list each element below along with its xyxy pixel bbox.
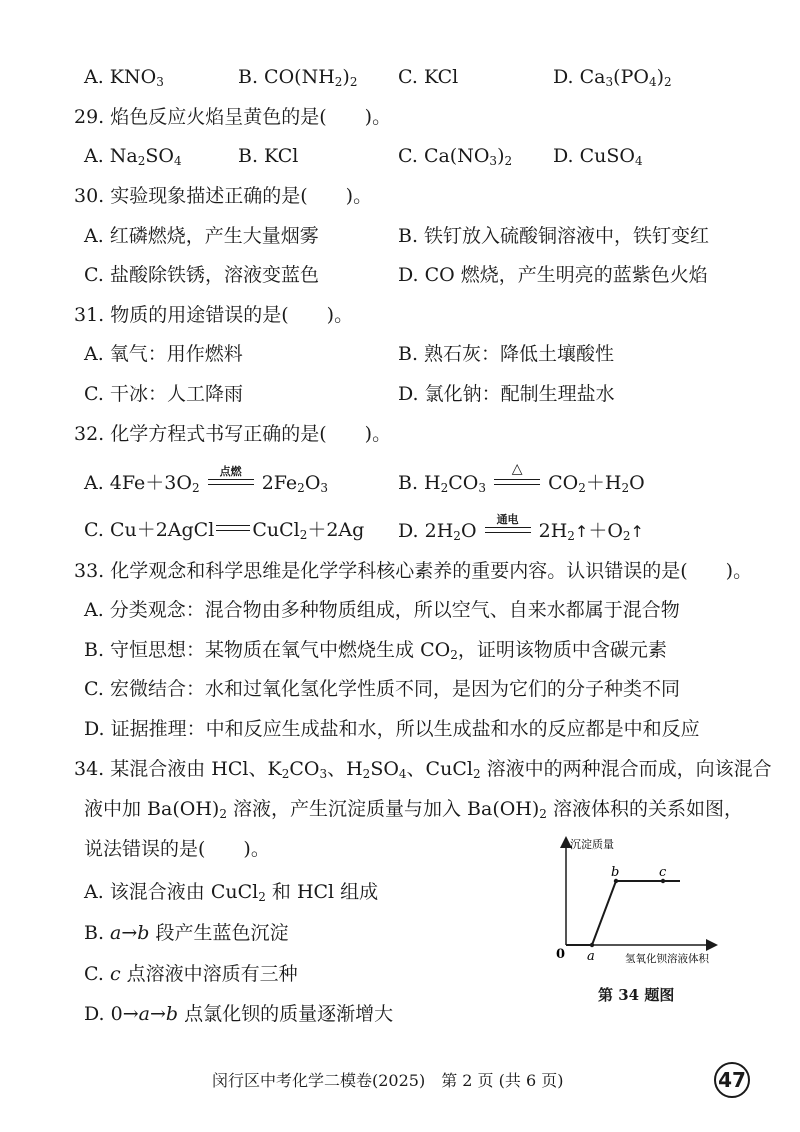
q31-option-b: B. 熟石灰：降低土壤酸性 bbox=[398, 343, 615, 365]
q30-option-c: C. 盐酸除铁锈，溶液变蓝色 bbox=[84, 264, 319, 286]
q29-option-c: C. $Ca(NO_3)_2$ bbox=[398, 145, 513, 168]
q30-option-b: B. 铁钉放入硫酸铜溶液中，铁钉变红 bbox=[398, 225, 710, 247]
q31-stem: 31. 物质的用途错误的是( )。 bbox=[74, 304, 354, 326]
gas-arrow-icon: ↑ bbox=[574, 522, 589, 541]
q31-option-a: A. 氧气：用作燃料 bbox=[84, 343, 243, 365]
q32-stem: 32. 化学方程式书写正确的是( )。 bbox=[74, 423, 392, 445]
q32-option-c: C. Cu＋2AgCl CuCl$_2$＋2Ag bbox=[84, 519, 365, 542]
q34-figure bbox=[550, 830, 730, 970]
q28-option-c: C. KCl bbox=[398, 66, 459, 88]
q28-option-b: B. $CO(NH_2)_2$ bbox=[238, 66, 358, 89]
precipitate-curve bbox=[566, 881, 680, 945]
q29-option-d: D. CuSO$_4$ bbox=[553, 145, 643, 168]
page-badge: 47 bbox=[714, 1062, 750, 1098]
point-c-label: c bbox=[659, 865, 667, 880]
origin-label: 0 bbox=[556, 947, 566, 962]
reaction-condition: △ bbox=[494, 469, 540, 489]
q29-stem: 29. 焰色反应火焰呈黄色的是( )。 bbox=[74, 106, 392, 128]
q34-stem-line3: 说法错误的是( )。 bbox=[84, 838, 270, 860]
q30-stem: 30. 实验现象描述正确的是( )。 bbox=[74, 185, 373, 207]
q32-option-b: B. $H_2CO_3$ △ $CO_2+H_2O$ bbox=[398, 461, 645, 495]
q33-option-d: D. 证据推理：中和反应生成盐和水，所以生成盐和水的反应都是中和反应 bbox=[84, 718, 700, 740]
q33-option-a: A. 分类观念：混合物由多种物质组成，所以空气、自来水都属于混合物 bbox=[84, 599, 680, 621]
q33-stem: 33. 化学观念和科学思维是化学学科核心素养的重要内容。认识错误的是( )。 bbox=[74, 560, 753, 582]
reaction-condition: 点燃 bbox=[208, 469, 254, 489]
gas-arrow-icon: ↑ bbox=[630, 522, 644, 541]
q34-stem-line2: 液中加 $Ba(OH)_2$ 溶液，产生沉淀质量与加入 $Ba(OH)_2$ 溶液体积的关系如图， bbox=[84, 798, 743, 821]
q30-option-d: D. CO 燃烧，产生明亮的蓝紫色火焰 bbox=[398, 264, 708, 286]
q31-option-c: C. 干冰：人工降雨 bbox=[84, 383, 243, 405]
reaction-condition: 通电 bbox=[485, 517, 531, 537]
equals-sign bbox=[216, 525, 250, 531]
figure-caption: 第 34 题图 bbox=[598, 986, 675, 1004]
point-a-marker bbox=[590, 943, 594, 947]
q34-stem-line1: 34. 某混合液由 HCl、$K_2CO_3$、$H_2SO_4$、CuCl$_2$ 溶液中的两种混合而成，向该混合 bbox=[74, 758, 772, 781]
q34-option-d: D. 0→a→b 点氯化钡的质量逐渐增大 bbox=[84, 1003, 394, 1025]
q29-option-a: A. $Na_2SO_4$ bbox=[84, 145, 182, 168]
q33-option-c: C. 宏微结合：水和过氧化氢化学性质不同，是因为它们的分子种类不同 bbox=[84, 678, 680, 700]
q34-option-b: B. a→b 段产生蓝色沉淀 bbox=[84, 922, 289, 944]
x-axis-label: 氢氧化钡溶液体积 bbox=[625, 953, 709, 965]
q31-option-d: D. 氯化钠：配制生理盐水 bbox=[398, 383, 615, 405]
q28-option-d: D. $Ca_3(PO_4)_2$ bbox=[553, 66, 672, 89]
q29-option-b: B. KCl bbox=[238, 145, 299, 167]
point-b-label: b bbox=[611, 865, 620, 880]
point-a-label: a bbox=[587, 949, 595, 964]
q34-option-c: C. c 点溶液中溶质有三种 bbox=[84, 963, 298, 985]
q28-option-a: A. $KNO_3$ bbox=[84, 66, 164, 89]
page-footer: 闵行区中考化学二模卷(2025) 第 2 页 (共 6 页) bbox=[212, 1071, 564, 1090]
q30-option-a: A. 红磷燃烧，产生大量烟雾 bbox=[84, 225, 319, 247]
q33-option-b: B. 守恒思想：某物质在氧气中燃烧生成 $CO_2$，证明该物质中含碳元素 bbox=[84, 639, 667, 662]
q32-option-a: A. $4Fe+3O_2$ 点燃 $2Fe_2O_3$ bbox=[84, 465, 329, 495]
q34-option-a: A. 该混合液由 CuCl$_2$ 和 HCl 组成 bbox=[84, 881, 379, 904]
y-axis-label: 沉淀质量 bbox=[570, 838, 614, 851]
q32-option-d: D. $2H_2O$ 通电 $2H_2↑+O_2↑$ bbox=[398, 513, 644, 543]
